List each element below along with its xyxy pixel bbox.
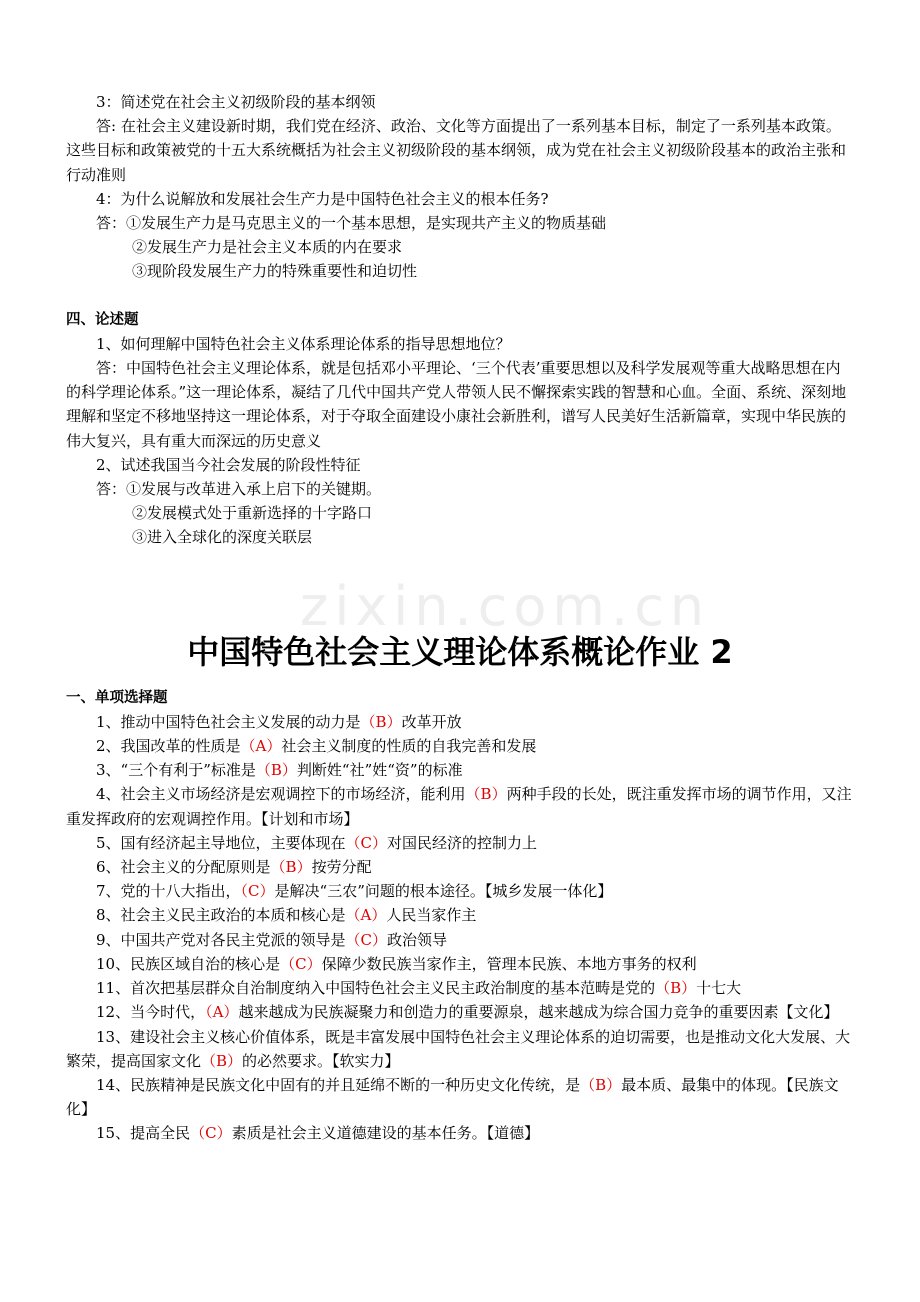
- essay-question-1: 1、如何理解中国特色社会主义体系理论体系的指导思想地位？: [96, 334, 511, 353]
- document-body: [66, 90, 854, 1146]
- mc-answer-choice: （B）: [580, 1075, 622, 1094]
- mc-answer-text: 越来越成为民族凝聚力和创造力的重要源泉，越来越成为综合国力竞争的重要因素【文化】: [238, 1003, 839, 1022]
- mc-answer-text: 按劳分配: [311, 858, 372, 877]
- essay-answer-2-point-3: ③进入全球化的深度关联层: [132, 528, 313, 547]
- mc-answer-choice: （A）: [205, 1003, 239, 1022]
- mc-question: [66, 976, 854, 1000]
- mc-question-text: 8、社会主义民主政治的本质和核心是: [96, 906, 346, 925]
- mc-question-text: 11、首次把基层群众自治制度纳入中国特色社会主义民主政治制度的基本范畴是党的: [96, 979, 656, 998]
- mc-question: [66, 1025, 854, 1073]
- mc-answer-choice: （B）: [465, 785, 507, 804]
- mc-question: [66, 831, 854, 855]
- answer-4-point-2: ②发展生产力是社会主义本质的内在要求: [132, 238, 403, 257]
- mc-answer-text: 最本质、最集中的体现。【民族文化】: [66, 1075, 839, 1119]
- essay-answer-1: 答：中国特色社会主义理论体系，就是包括邓小平理论、‘三个代表’重要思想以及科学发展观等重大战略思想在内的科学理论体系。”这一理论体系，凝结了几代中国共产党人带领人民不懈探索实践的智慧和心血。全面、系统、深刻地理解和坚定不移地坚持这一理论体系，对于夺取全面建设小康社会新胜利，谱写人民美好生活新篇章，实现中华民族的伟大复兴，具有重大而深远的历史意义: [66, 359, 847, 450]
- mc-answer-text: 社会主义制度的性质的自我完善和发展: [281, 737, 537, 756]
- mc-answer-text: 改革开放: [401, 712, 462, 731]
- mc-answer-choice: （B）: [360, 712, 402, 731]
- mc-answer-text: 判断姓“社”姓“资”的标准: [296, 761, 463, 780]
- mc-question-text: 14、民族精神是民族文化中固有的并且延绵不断的一种历史文化传统，是: [96, 1075, 581, 1094]
- mc-question-text: 12、当今时代，: [96, 1003, 206, 1022]
- mc-question: [66, 758, 854, 782]
- answer-4-point-3: ③现阶段发展生产力的特殊重要性和迫切性: [132, 262, 418, 281]
- mc-answer-choice: （C）: [240, 882, 275, 901]
- mc-answer-choice: （C）: [280, 954, 322, 973]
- mc-answer-text: 两种手段的长处，既注重发挥市场的调节作用，又注重发挥政府的宏观调控作用。【计划和市场】: [66, 785, 852, 828]
- mc-answer-choice: （C）: [345, 930, 388, 949]
- mc-question-text: 2、我国改革的性质是: [96, 737, 241, 756]
- page-title: 中国特色社会主义理论体系概论作业 2: [187, 632, 733, 671]
- mc-question: [66, 928, 854, 952]
- answer-3: 答: 在社会主义建设新时期，我们党在经济、政治、文化等方面提出了一系列基本目标，制定了一系列基本政策。这些目标和政策被党的十五大系统概括为社会主义初级阶段的基本纲领，成为党在社会主义初级阶段基本的政治主张和行动准则: [66, 117, 847, 184]
- mc-question: [66, 1000, 854, 1024]
- essay-heading: 四、论述题: [66, 311, 139, 328]
- mc-question-text: 10、民族区域自治的核心是: [96, 954, 281, 973]
- mc-answer-choice: （B）: [270, 858, 312, 877]
- mc-question-text: 9、中国共产党对各民主党派的领导是: [96, 930, 346, 949]
- mc-question: [66, 1121, 854, 1145]
- mc-answer-choice: （A）: [345, 906, 387, 925]
- mc-answer-text: 人民当家作主: [386, 906, 477, 925]
- essay-question-2: 2、试述我国当今社会发展的阶段性特征: [96, 455, 361, 474]
- answer-4-point-1: 答：①发展生产力是马克思主义的一个基本思想，是实现共产主义的物质基础: [96, 214, 607, 233]
- question-3: 3：简述党在社会主义初级阶段的基本纲领: [96, 93, 376, 111]
- mc-answer-text: 对国民经济的控制力上: [387, 833, 538, 852]
- mc-question-text: 5、国有经济起主导地位，主要体现在: [96, 833, 346, 852]
- mc-question: [66, 782, 854, 830]
- mc-question: [66, 952, 854, 976]
- mc-answer-choice: （C）: [190, 1124, 232, 1143]
- mc-answer-text: 素质是社会主义道德建设的基本任务。【道德】: [231, 1124, 540, 1143]
- mc-heading: 一、单项选择题: [66, 689, 168, 706]
- question-4: 4：为什么说解放和发展社会生产力是中国特色社会主义的根本任务?: [96, 189, 549, 208]
- mc-question-text: 7、党的十八大指出，: [96, 882, 241, 901]
- mc-answer-choice: （C）: [345, 833, 388, 852]
- mc-answer-choice: （A）: [240, 737, 282, 756]
- mc-question: [66, 879, 854, 903]
- mc-question-text: 3、“三个有利于”标准是: [96, 761, 256, 780]
- mc-question-text: 15、提高全民: [96, 1124, 191, 1143]
- essay-answer-2-point-2: ②发展模式处于重新选择的十字路口: [132, 504, 373, 523]
- mc-question-text: 13、建设社会主义核心价值体系，既是丰富发展中国特色社会主义理论体系的迫切需要，也是推动文化大发展、大繁荣，提高国家文化: [66, 1027, 851, 1070]
- mc-question: [66, 1073, 854, 1121]
- mc-question-text: 4、社会主义市场经济是宏观调控下的市场经济，能利用: [96, 785, 466, 804]
- mc-question: [66, 903, 854, 927]
- mc-answer-choice: （B）: [655, 979, 697, 998]
- mc-question: [66, 855, 854, 879]
- mc-question: [66, 734, 854, 758]
- mc-answer-choice: （B）: [255, 761, 297, 780]
- mc-answer-choice: （B）: [201, 1051, 243, 1070]
- mc-answer-text: 十七大: [696, 979, 742, 998]
- mc-answer-text: 保障少数民族当家作主，管理本民族、本地方事务的权利: [321, 954, 697, 973]
- mc-question-list: [66, 710, 854, 1146]
- mc-question-text: 6、社会主义的分配原则是: [96, 858, 271, 877]
- mc-question: [66, 710, 854, 734]
- watermark: zixin.com.cn: [300, 575, 711, 638]
- mc-answer-text: 是解决“三农”问题的根本途径。【城乡发展一体化】: [274, 882, 613, 901]
- mc-answer-text: 的必然要求。【软实力】: [242, 1051, 400, 1070]
- mc-answer-text: 政治领导: [387, 930, 448, 949]
- essay-answer-2-point-1: 答：①发展与改革进入承上启下的关键期。: [96, 480, 382, 499]
- mc-question-text: 1、推动中国特色社会主义发展的动力是: [96, 712, 361, 731]
